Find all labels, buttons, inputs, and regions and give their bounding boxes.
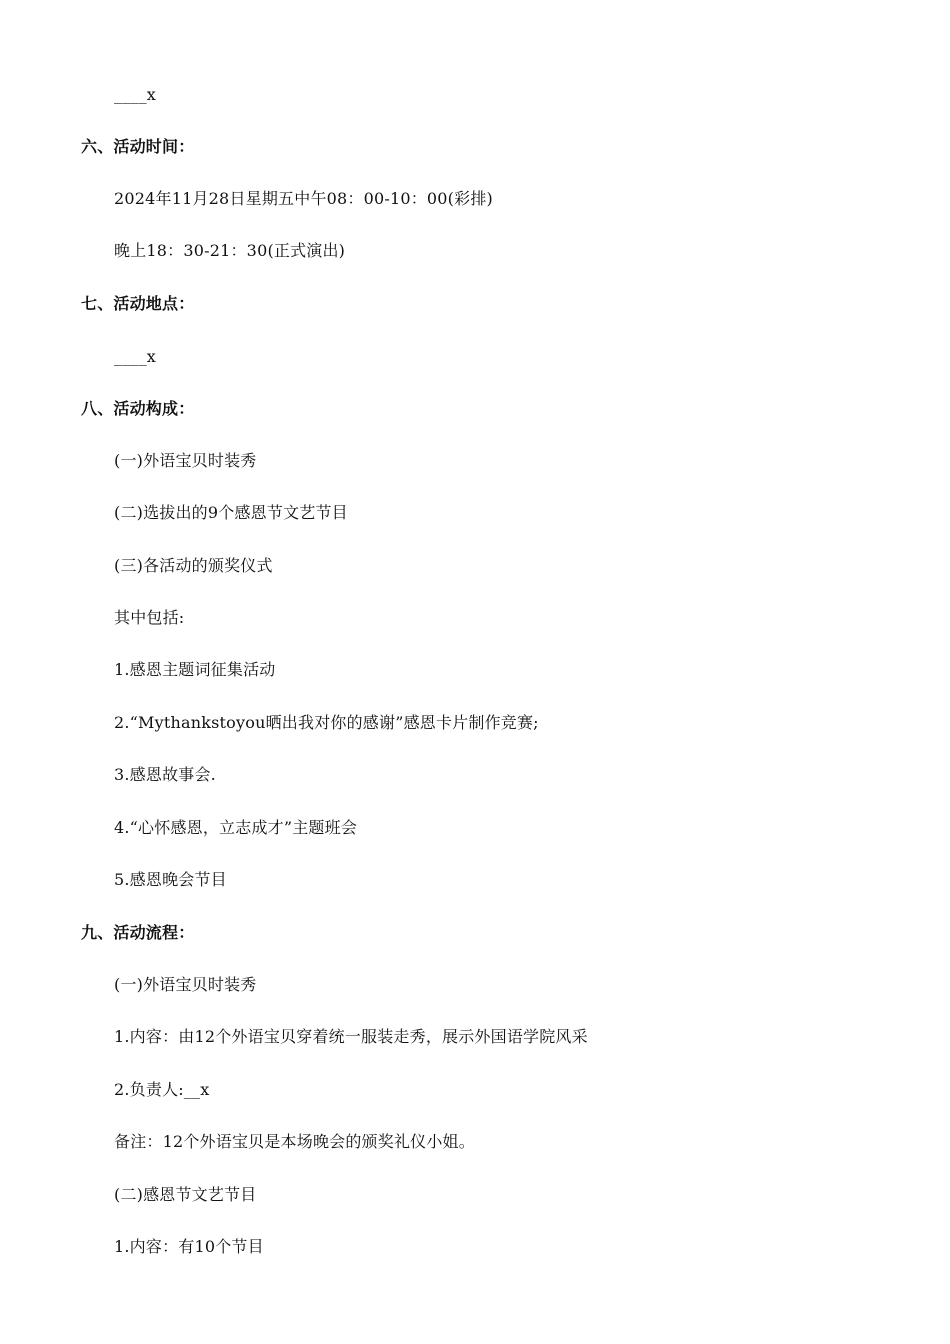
time-performance: 晚上18：30-21：30(正式演出) [114, 241, 346, 260]
composition-subitem: 1.感恩主题词征集活动 [114, 660, 276, 679]
blank-location: ____x [114, 347, 157, 366]
section-heading-time: 六、活动时间： [81, 137, 195, 156]
section-heading-composition: 八、活动构成： [81, 399, 195, 418]
composition-item: (一)外语宝贝时装秀 [114, 451, 257, 470]
process-detail: 1.内容：有10个节目 [114, 1237, 264, 1256]
time-rehearsal: 2024年11月28日星期五中午08：00-10：00(彩排) [114, 189, 493, 208]
composition-subitem: 4.“心怀感恩，立志成才”主题班会 [114, 818, 358, 837]
process-item: (二)感恩节文艺节目 [114, 1185, 257, 1204]
process-remark: 备注：12个外语宝贝是本场晚会的颁奖礼仪小姐。 [114, 1132, 475, 1151]
section-heading-location: 七、活动地点： [81, 294, 195, 313]
composition-item: (二)选拔出的9个感恩节文艺节目 [114, 503, 348, 522]
composition-subitem: 3.感恩故事会. [114, 765, 216, 784]
process-detail: 1.内容：由12个外语宝贝穿着统一服装走秀，展示外国语学院风采 [114, 1027, 588, 1046]
section-heading-process: 九、活动流程： [81, 923, 195, 942]
process-item: (一)外语宝贝时装秀 [114, 975, 257, 994]
composition-item: (三)各活动的颁奖仪式 [114, 556, 273, 575]
blank-organizer: ____x [114, 85, 157, 104]
composition-subitem: 2.“Mythankstoyou晒出我对你的感谢”感恩卡片制作竞赛; [114, 713, 539, 732]
composition-note: 其中包括: [114, 608, 185, 627]
process-detail: 2.负责人:__x [114, 1080, 210, 1099]
composition-subitem: 5.感恩晚会节目 [114, 870, 227, 889]
